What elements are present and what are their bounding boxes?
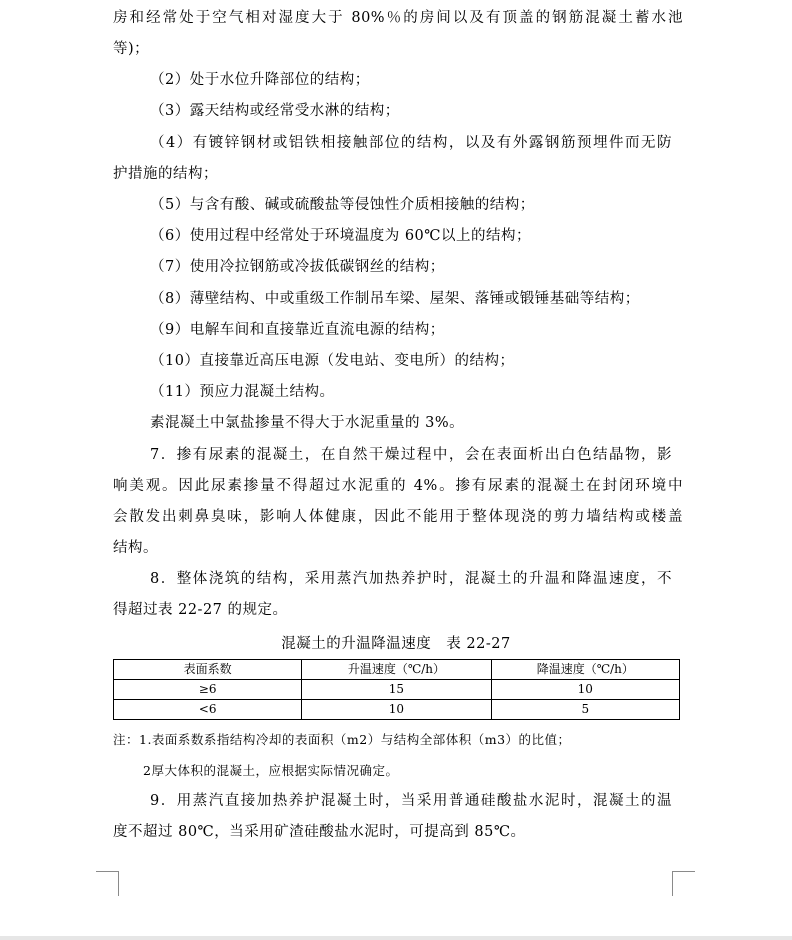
table-note: 注：1.表面系数系指结构冷却的表面积（m2）与结构全部体积（m3）的比值； (113, 732, 571, 747)
paragraph-line: 房和经常处于空气相对湿度大于 80%％的房间以及有顶盖的钢筋混凝土蓄水池 (113, 10, 683, 26)
paragraph-line: 会散发出刺鼻臭味，影响人体健康，因此不能用于整体现浇的剪力墙结构或楼盖 (113, 509, 683, 525)
list-item: （10）直接靠近高压电源（发电站、变电所）的结构； (150, 353, 515, 369)
list-item: （5）与含有酸、碱或硫酸盐等侵蚀性介质相接触的结构； (150, 197, 535, 213)
paragraph-line: 素混凝土中氯盐掺量不得大于水泥重量的 3%。 (150, 415, 465, 431)
table-cell: <6 (114, 700, 302, 720)
table-cell: 10 (302, 700, 491, 720)
paragraph-line: 7．掺有尿素的混凝土，在自然干燥过程中，会在表面析出白色结晶物，影 (150, 447, 672, 463)
list-item: （8）薄壁结构、中或重级工作制吊车梁、屋架、落锤或锻锤基础等结构； (150, 291, 640, 307)
paragraph-line: 得超过表 22-27 的规定。 (113, 602, 288, 618)
list-item: （3）露天结构或经常受水淋的结构； (150, 103, 400, 119)
table-row (114, 700, 680, 720)
table-cell: 5 (491, 700, 679, 720)
data-table (113, 659, 680, 720)
paragraph-line: 9．用蒸汽直接加热养护混凝土时，当采用普通硅酸盐水泥时，混凝土的温 (150, 793, 672, 809)
table-row (114, 680, 680, 700)
page-corner-mark-left (96, 871, 119, 896)
paragraph-line: 度不超过 80℃，当采用矿渣硅酸盐水泥时，可提高到 85℃。 (113, 824, 526, 840)
paragraph-line: 响美观。因此尿素掺量不得超过水泥重的 4%。掺有尿素的混凝土在封闭环境中 (113, 478, 683, 494)
table-cell: 10 (491, 680, 679, 700)
table-header-row (114, 660, 680, 680)
list-item: （2）处于水位升降部位的结构； (150, 72, 370, 88)
paragraph-line: 等)； (113, 41, 150, 57)
list-item: （4）有镀锌钢材或铝铁相接触部位的结构，以及有外露钢筋预埋件而无防 (150, 135, 672, 151)
paragraph-line: 结构。 (113, 540, 158, 556)
table-note: 2厚大体积的混凝土，应根据实际情况确定。 (143, 763, 399, 778)
page-bottom-edge (0, 936, 792, 940)
page-corner-mark-right (672, 871, 695, 896)
list-item: （6）使用过程中经常处于环境温度为 60℃以上的结构； (150, 228, 532, 244)
list-item: （7）使用冷拉钢筋或冷拔低碳钢丝的结构； (150, 259, 445, 275)
table-caption: 混凝土的升温降温速度 表 22-27 (281, 636, 511, 652)
table-cell: ≥6 (114, 680, 302, 700)
list-item-continuation: 护措施的结构； (113, 166, 218, 182)
table-header-cell: 降温速度（℃/h） (491, 660, 679, 680)
table-header-cell: 表面系数 (114, 660, 302, 680)
list-item: （11）预应力混凝土结构。 (150, 384, 335, 400)
table-header-cell: 升温速度（℃/h） (302, 660, 491, 680)
paragraph-line: 8．整体浇筑的结构，采用蒸汽加热养护时，混凝土的升温和降温速度，不 (150, 571, 672, 587)
list-item: （9）电解车间和直接靠近直流电源的结构； (150, 322, 445, 338)
table-cell: 15 (302, 680, 491, 700)
